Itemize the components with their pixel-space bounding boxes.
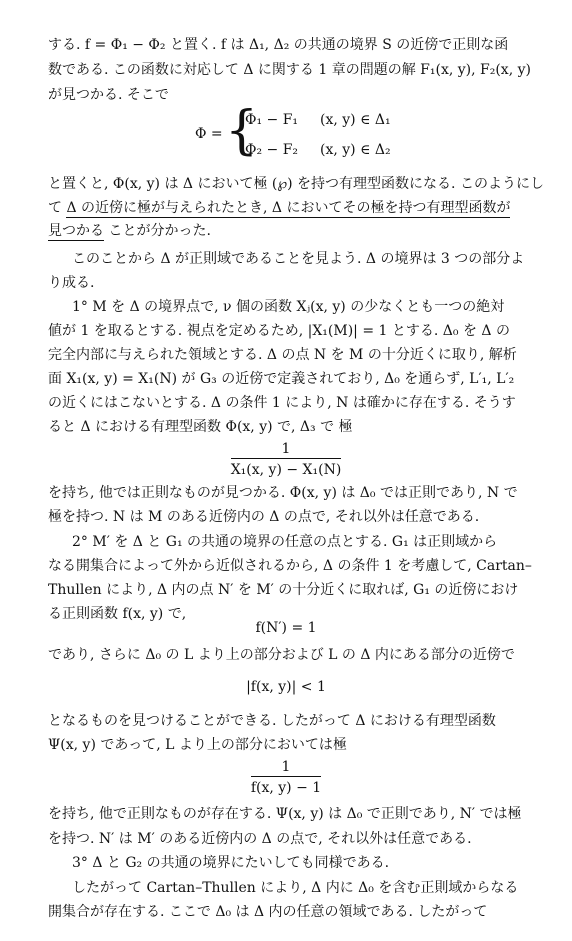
text-line: 2° M′ を Δ と G₁ の共通の境界の任意の点とする. G₁ は正則域から xyxy=(72,534,498,550)
text-line: の近くにはこないとする. Δ の条件 1 により, N は確かに存在する. そうす xyxy=(48,395,516,411)
text-line xyxy=(48,199,538,217)
text-line: このことから Δ が正則域であることを見よう. Δ の境界は 3 つの部分よ xyxy=(72,251,525,267)
text-line: なる開集合によって外から近似されるから, Δ の条件 1 を考慮して, Cartan– xyxy=(48,558,532,574)
text-line xyxy=(48,222,538,240)
equation-case-expression: Φ₂ − F₂ xyxy=(245,142,299,158)
text-line: ると Δ における有理型函数 Φ(x, y) で, Δ₃ で 極 xyxy=(48,419,353,435)
text-line: を持ち, 他で正則なものが存在する. Ψ(x, y) は Δ₀ で正則であり, N′ では極 xyxy=(48,806,522,822)
text-line: 面 X₁(x, y) = X₁(N) が G₃ の近傍で定義されており, Δ₀ を通らず, L′₁, L′₂ xyxy=(48,371,515,387)
fraction-numerator: 1 xyxy=(281,441,291,457)
text-line: 完全内部に与えられた領域とする. Δ の点 N を M の十分近くに取り, 解析 xyxy=(48,347,517,363)
left-brace-symbol: { xyxy=(225,101,259,161)
text-line: 3° Δ と G₂ の共通の境界にたいしても同様である. xyxy=(72,855,390,871)
equation-case-condition: (x, y) ∈ Δ₁ xyxy=(320,112,391,128)
piecewise-equation xyxy=(195,101,455,163)
text-line: る正則函数 f(x, y) で, xyxy=(48,606,187,622)
text-line: が見つかる. そこで xyxy=(48,87,169,103)
text-segment: て xyxy=(48,200,67,216)
display-equation: f(N′) = 1 xyxy=(255,620,317,636)
fraction-numerator: 1 xyxy=(281,759,291,775)
text-line: を持つ. N′ は M′ のある近傍内の Δ の点で, それ以外は任意である. xyxy=(48,831,472,847)
text-line: する. f = Φ₁ − Φ₂ と置く. f は Δ₁, Δ₂ の共通の境界 S の近傍で正則な函 xyxy=(48,37,509,53)
text-line: Thullen により, Δ 内の点 N′ を M′ の十分近くに取れば, G₁ の近傍におけ xyxy=(48,582,519,598)
text-line: と置くと, Φ(x, y) は Δ において極 (℘) を持つ有理型函数になる. このようにし xyxy=(48,176,544,192)
equation-lhs: Φ = xyxy=(195,126,223,142)
text-line: り成る. xyxy=(48,275,95,291)
text-line: 開集合が存在する. ここで Δ₀ は Δ 内の任意の領域である. したがって xyxy=(48,904,488,920)
equation-case-row xyxy=(245,111,391,129)
fraction-expression xyxy=(0,440,572,479)
text-line: 極を持つ. N は M のある近傍内の Δ の点で, それ以外は任意である. xyxy=(48,509,480,525)
equation-case-expression: Φ₁ − F₁ xyxy=(245,112,299,128)
underlined-text: 見つかる xyxy=(48,223,104,239)
text-line: を持ち, 他では正則なものが見つかる. Φ(x, y) は Δ₀ では正則であり, N で xyxy=(48,485,518,501)
text-line: したがって Cartan–Thullen により, Δ 内に Δ₀ を含む正則域からなる xyxy=(72,880,519,896)
text-line: となるものを見つけることができる. したがって Δ における有理型函数 xyxy=(48,713,496,729)
text-line: 値が 1 を取るとする. 視点を定めるため, |X₁(M)| = 1 とする. Δ₀ を Δ の xyxy=(48,323,510,339)
equation-case-row xyxy=(245,141,391,159)
fraction-denominator: X₁(x, y) − X₁(N) xyxy=(231,458,342,479)
fraction-expression xyxy=(0,758,572,797)
text-line: 数である. この函数に対応して Δ に関する 1 章の問題の解 F₁(x, y), F₂(x, y) xyxy=(48,62,531,78)
equation-case-condition: (x, y) ∈ Δ₂ xyxy=(320,142,391,158)
display-equation: |f(x, y)| < 1 xyxy=(246,679,326,695)
text-line: Ψ(x, y) であって, L より上の部分においては極 xyxy=(48,737,347,753)
text-line: 1° M を Δ の境界点で, ν 個の函数 Xⱼ(x, y) の少なくとも一つの絶対 xyxy=(72,299,505,315)
text-line: であり, さらに Δ₀ の L より上の部分および L の Δ 内にある部分の近傍で xyxy=(48,647,515,663)
fraction-denominator: f(x, y) − 1 xyxy=(251,776,321,797)
underlined-text: Δ の近傍に極が与えられたとき, Δ においてその極を持つ有理型函数が xyxy=(66,200,511,216)
text-segment: ことが分かった. xyxy=(104,223,211,239)
